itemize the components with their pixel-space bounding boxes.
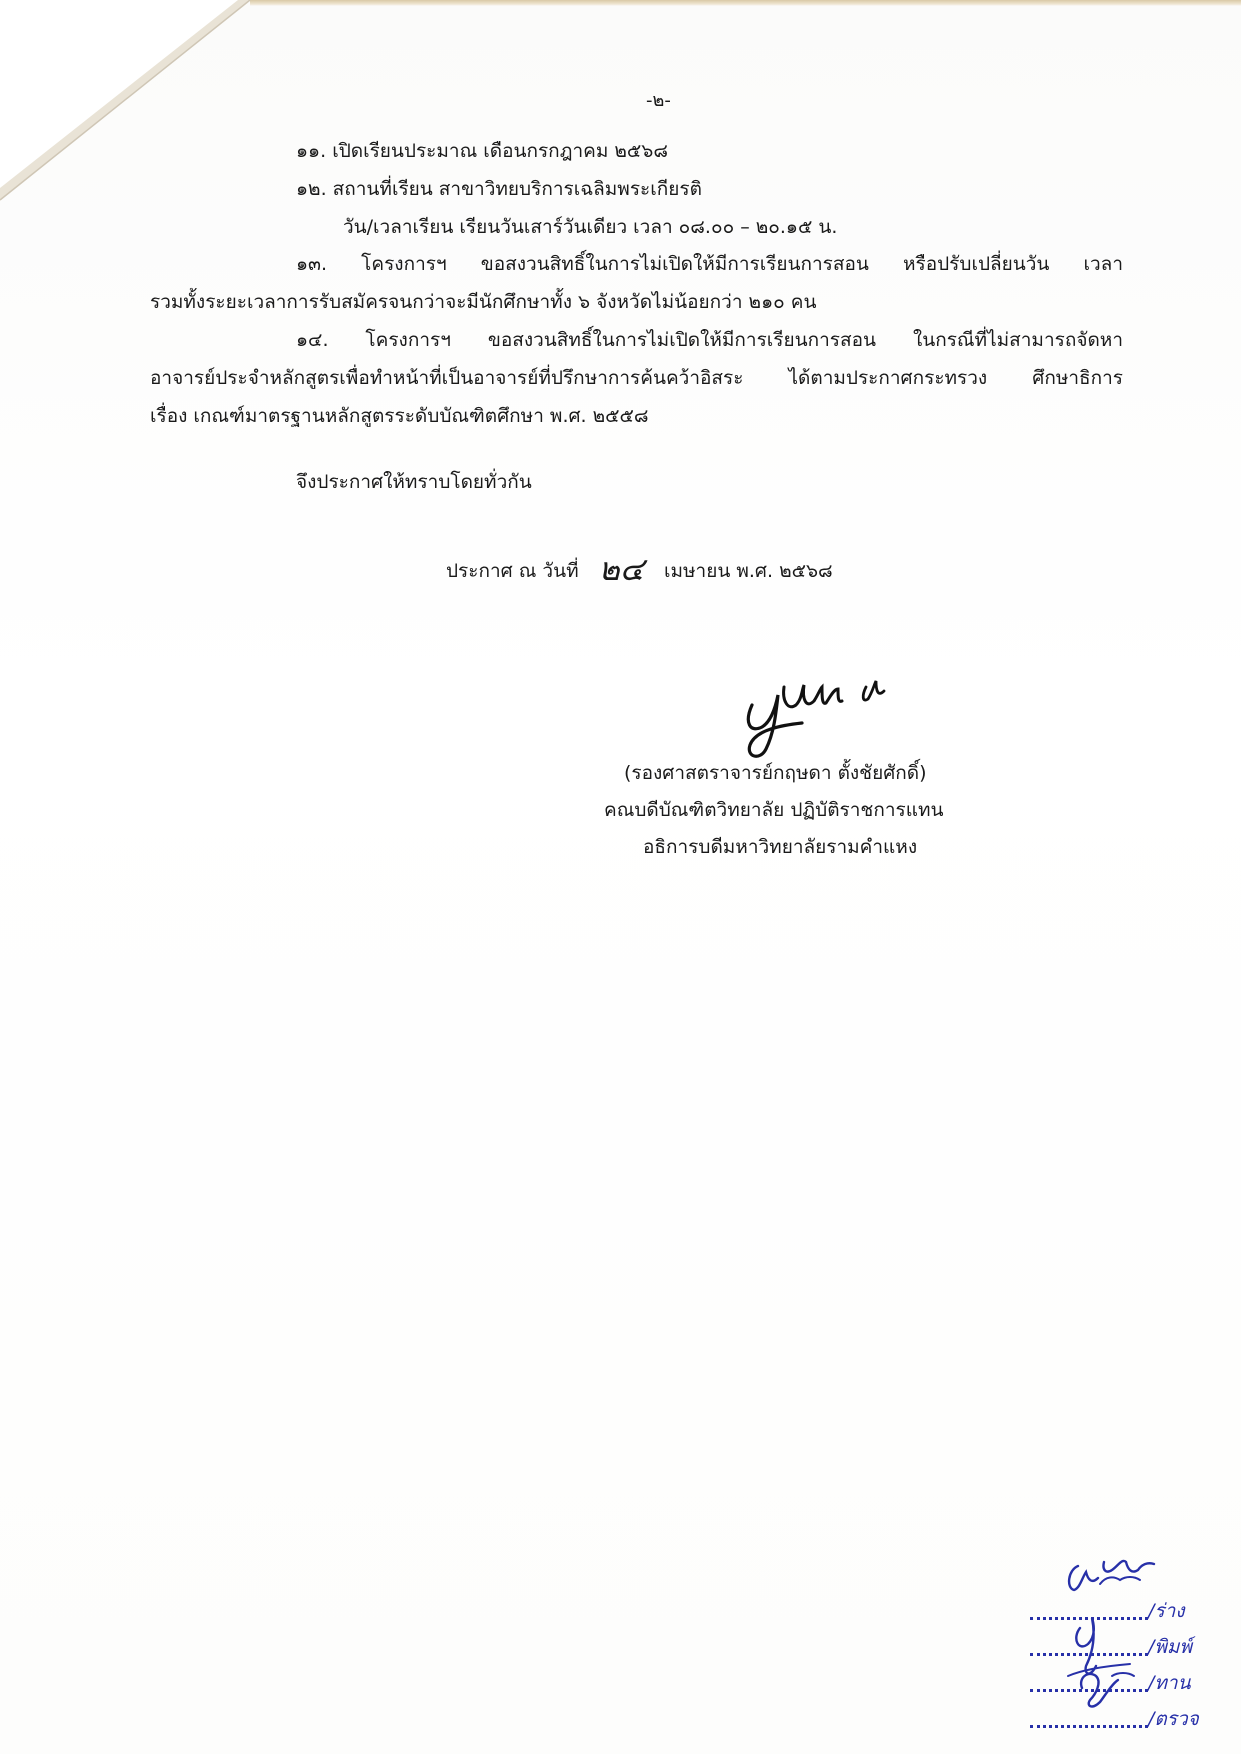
document-control-stamp xyxy=(1022,1548,1212,1738)
handwritten-signature xyxy=(738,665,910,765)
item-14-line-2: อาจารย์ประจำหลักสูตรเพื่อทำหน้าที่เป็นอาจารย์ที่ปรึกษาการค้นคว้าอิสระ ได้ตามประกาศกระทรวง ศึกษาธิการ xyxy=(150,367,1123,389)
date-day: ๒๔ xyxy=(598,550,644,588)
signatory-name: (รองศาสตราจารย์กฤษดา ตั้งชัยศักดิ์) xyxy=(624,762,927,784)
item-13-line-1: ๑๓. โครงการฯ ขอสงวนสิทธิ์ในการไม่เปิดให้มีการเรียนการสอน หรือปรับเปลี่ยนวัน เวลา xyxy=(296,253,1123,275)
signatory-title-2: อธิการบดีมหาวิทยาลัยรามคำแหง xyxy=(643,836,918,858)
item-13-line-2: รวมทั้งระยะเวลาการรับสมัครจนกว่าจะมีนักศึกษาทั้ง ๖ จังหวัดไม่น้อยกว่า ๒๑๐ คน xyxy=(150,291,817,313)
stamp-label-checked: /ตรวจ xyxy=(1148,1708,1199,1730)
item-12: ๑๒. สถานที่เรียน สาขาวิทยบริการเฉลิมพระเกียรติ xyxy=(296,178,702,200)
item-12-time: วัน/เวลาเรียน เรียนวันเสาร์วันเดียว เวลา ๐๘.๐๐ – ๒๐.๑๕ น. xyxy=(343,216,838,238)
page-number: -๒- xyxy=(646,90,671,111)
item-14-line-3: เรื่อง เกณฑ์มาตรฐานหลักสูตรระดับบัณฑิตศึกษา พ.ศ. ๒๕๕๘ xyxy=(150,405,649,427)
stamp-label-draft: /ร่าง xyxy=(1148,1600,1185,1622)
date-suffix: เมษายน พ.ศ. ๒๕๖๘ xyxy=(664,560,833,582)
dotted-line xyxy=(1030,1725,1148,1728)
dotted-line xyxy=(1030,1653,1148,1656)
folded-corner xyxy=(0,0,260,215)
dotted-line xyxy=(1030,1617,1148,1620)
item-11: ๑๑. เปิดเรียนประมาณ เดือนกรกฎาคม ๒๕๖๘ xyxy=(296,140,669,162)
signatory-title: คณบดีบัณฑิตวิทยาลัย ปฏิบัติราชการแทน xyxy=(604,799,944,821)
stamp-label-proofread: /ทาน xyxy=(1148,1672,1191,1694)
scan-edge xyxy=(250,0,1241,6)
dotted-line xyxy=(1030,1689,1148,1692)
stamp-row-proofread xyxy=(1030,1668,1210,1698)
announcement-date xyxy=(446,550,833,588)
closing-statement: จึงประกาศให้ทราบโดยทั่วกัน xyxy=(296,471,532,493)
date-prefix: ประกาศ ณ วันที่ xyxy=(446,560,579,582)
stamp-row-checked xyxy=(1030,1704,1210,1734)
item-14-line-1: ๑๔. โครงการฯ ขอสงวนสิทธิ์ในการไม่เปิดให้มีการเรียนการสอน ในกรณีที่ไม่สามารถจัดหา xyxy=(296,329,1123,351)
stamp-row-typed xyxy=(1030,1632,1210,1662)
stamp-row-draft xyxy=(1030,1596,1210,1626)
stamp-label-typed: /พิมพ์ xyxy=(1148,1636,1192,1658)
